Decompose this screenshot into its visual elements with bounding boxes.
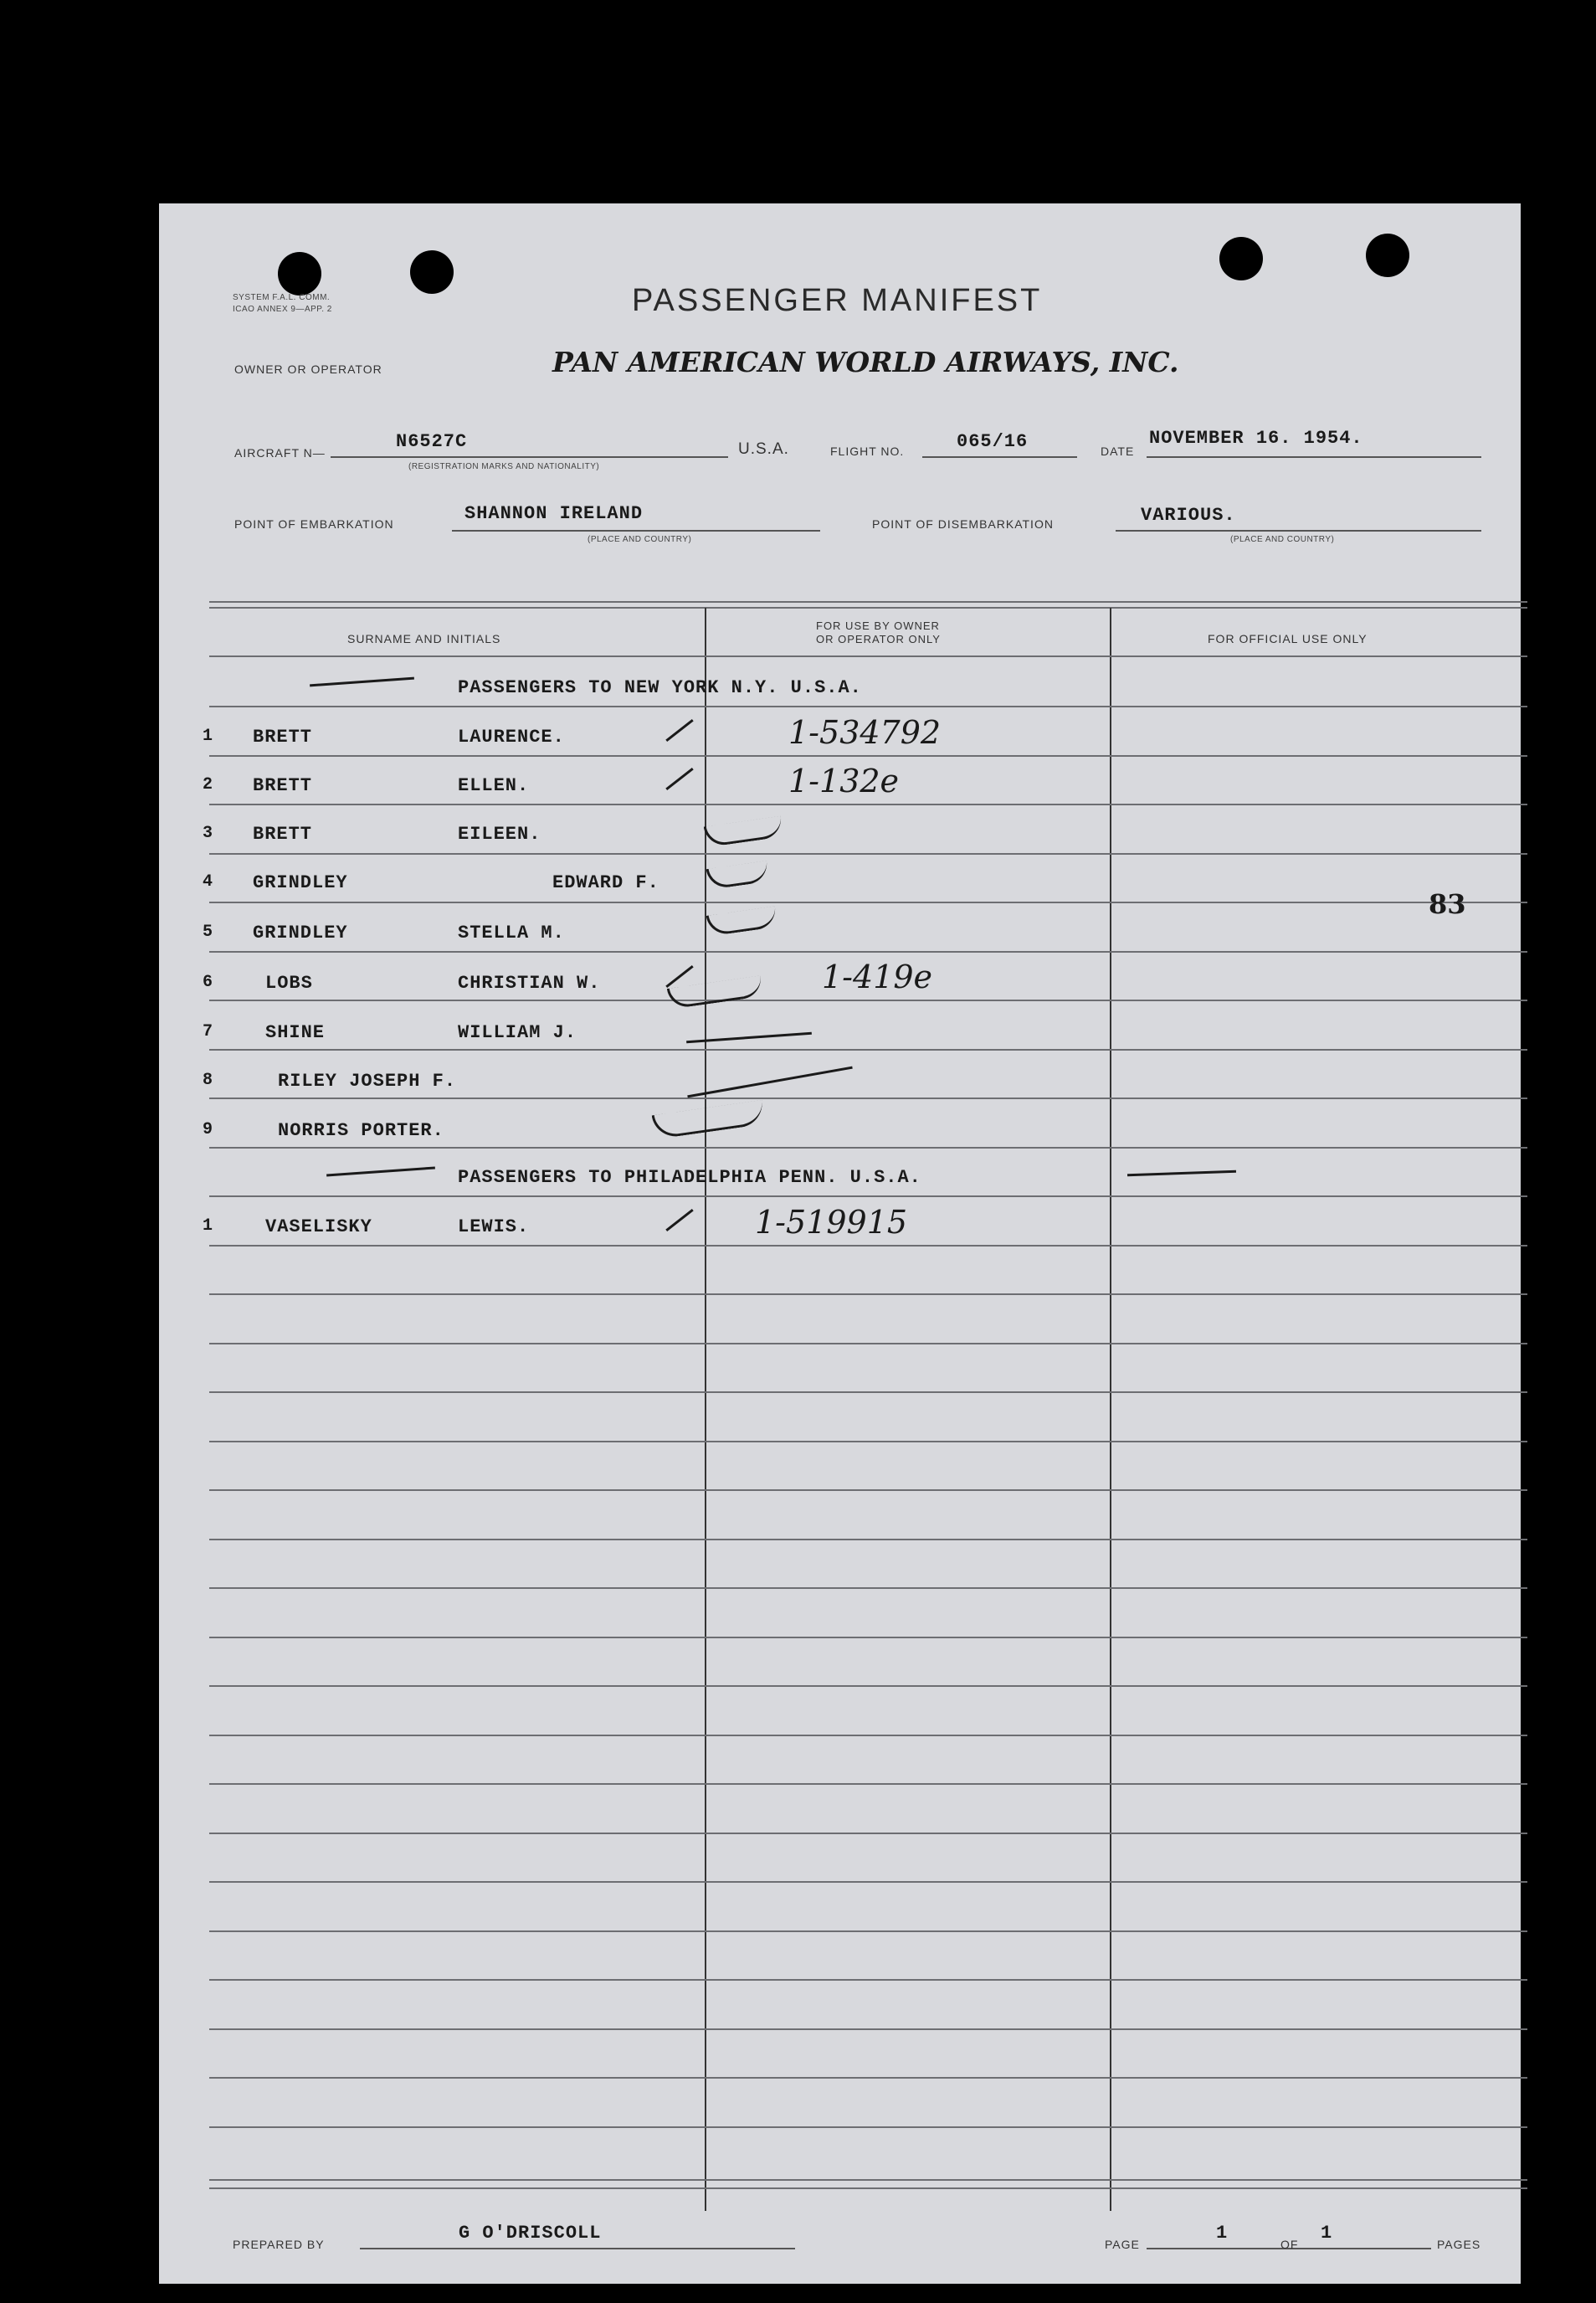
- disembarkation-value: VARIOUS.: [1141, 505, 1236, 526]
- prepared-by-underline: [360, 2248, 795, 2249]
- check-mark: [665, 1209, 693, 1231]
- passenger-surname: NORRIS PORTER.: [278, 1120, 444, 1141]
- passenger-given-name: ELLEN.: [458, 775, 530, 796]
- total-pages: 1: [1321, 2223, 1333, 2244]
- row-number: 4: [203, 872, 214, 892]
- row-number: 1: [203, 727, 214, 746]
- section-tick-mark: [310, 677, 414, 687]
- disembarkation-underline: [1116, 530, 1481, 532]
- column-divider-2: [1110, 608, 1111, 2211]
- row-number: 1: [203, 1216, 214, 1236]
- section-philadelphia: PASSENGERS TO PHILADELPHIA PENN. U.S.A.: [458, 1167, 921, 1188]
- pages-label: PAGES: [1437, 2238, 1481, 2251]
- table-rule-line: [209, 902, 1527, 903]
- table-rule-line: [209, 804, 1527, 805]
- operator-note: 1-519915: [755, 1204, 908, 1241]
- row-number: 7: [203, 1022, 214, 1041]
- table-rule-line: [209, 1833, 1527, 1834]
- check-mark: [665, 768, 693, 790]
- passenger-given-name: EILEEN.: [458, 824, 541, 845]
- passenger-given-name: LEWIS.: [458, 1216, 530, 1237]
- table-rule-line: [209, 1245, 1527, 1247]
- row-number: 8: [203, 1071, 214, 1090]
- embarkation-place-note: (PLACE AND COUNTRY): [588, 535, 692, 544]
- passenger-given-name: STELLA M.: [458, 923, 565, 943]
- passenger-given-name: LAURENCE.: [458, 727, 565, 748]
- table-rule-line: [209, 1147, 1527, 1149]
- flight-label: FLIGHT NO.: [830, 445, 905, 458]
- operator-note: 1-132e: [788, 763, 900, 799]
- col-official-header: FOR OFFICIAL USE ONLY: [1208, 632, 1368, 645]
- table-rule-line: [209, 1685, 1527, 1687]
- table-top-rule: [209, 601, 1527, 603]
- passenger-surname: BRETT: [253, 824, 313, 845]
- registration-note: (REGISTRATION MARKS AND NATIONALITY): [408, 462, 600, 471]
- check-mark: [667, 975, 763, 1009]
- row-number: 3: [203, 824, 214, 843]
- table-rule-line: [209, 1195, 1527, 1197]
- passenger-surname: LOBS: [265, 973, 313, 994]
- row-number: 6: [203, 973, 214, 992]
- col-surname-header: SURNAME AND INITIALS: [347, 632, 501, 645]
- table-rule-line: [209, 1881, 1527, 1883]
- passenger-given-name: EDWARD F.: [552, 872, 659, 893]
- punch-hole-left-1: [278, 252, 321, 296]
- column-divider-1: [705, 608, 706, 2211]
- table-bottom-rule-2: [209, 2187, 1527, 2189]
- table-rule-line: [209, 1587, 1527, 1589]
- table-rule-line: [209, 1735, 1527, 1736]
- disembarkation-label: POINT OF DISEMBARKATION: [872, 517, 1054, 531]
- table-rule-line: [209, 1489, 1527, 1491]
- prepared-by-value: G O'DRISCOLL: [459, 2223, 602, 2244]
- manifest-page: [159, 203, 1521, 2284]
- aircraft-underline: [331, 456, 728, 458]
- passenger-surname: RILEY JOSEPH F.: [278, 1071, 457, 1092]
- table-rule-line: [209, 1637, 1527, 1638]
- table-bottom-rule: [209, 2179, 1527, 2181]
- table-rule-line: [209, 2028, 1527, 2030]
- passenger-surname: GRINDLEY: [253, 923, 348, 943]
- table-rule-line: [209, 1343, 1527, 1344]
- table-rule-line: [209, 706, 1527, 707]
- date-underline: [1147, 456, 1481, 458]
- nationality: U.S.A.: [738, 440, 789, 458]
- operator-label: OWNER OR OPERATOR: [234, 362, 382, 376]
- section-tick-mark: [326, 1166, 435, 1176]
- aircraft-value: N6527C: [396, 431, 468, 452]
- row-number: 5: [203, 923, 214, 942]
- table-rule-line: [209, 1539, 1527, 1540]
- passenger-surname: SHINE: [265, 1022, 326, 1043]
- prepared-by-label: PREPARED BY: [233, 2238, 325, 2251]
- table-rule-line: [209, 1783, 1527, 1785]
- date-value: NOVEMBER 16. 1954.: [1149, 428, 1363, 449]
- page-number: 1: [1216, 2223, 1229, 2244]
- check-mark: [652, 1100, 766, 1139]
- embarkation-underline: [452, 530, 820, 532]
- form-stamp-line2: ICAO ANNEX 9—APP. 2: [233, 305, 332, 314]
- table-rule-line: [209, 2077, 1527, 2079]
- table-rule-line: [209, 853, 1527, 855]
- header-bottom-rule: [209, 655, 1527, 657]
- check-mark: [706, 861, 770, 890]
- flight-value: 065/16: [957, 431, 1029, 452]
- check-mark: [704, 816, 784, 848]
- operator-note: 1-534792: [788, 714, 942, 751]
- table-rule-line: [209, 1098, 1527, 1099]
- col-owner-header-2: OR OPERATOR ONLY: [816, 633, 941, 645]
- page-label: PAGE: [1105, 2238, 1140, 2251]
- row-number: 2: [203, 775, 214, 794]
- table-rule-line: [209, 2126, 1527, 2128]
- page-title: PASSENGER MANIFEST: [632, 283, 1043, 318]
- table-rule-line: [209, 1000, 1527, 1001]
- operator-note: 1-419e: [822, 959, 933, 995]
- check-mark: [665, 965, 693, 988]
- form-stamp-line1: SYSTEM F.A.L. COMM.: [233, 293, 331, 302]
- of-label: OF: [1280, 2238, 1299, 2251]
- table-rule-line: [209, 1049, 1527, 1051]
- check-mark: [665, 719, 693, 742]
- operator-name: PAN AMERICAN WORLD AIRWAYS, INC.: [552, 346, 1179, 378]
- table-rule-line: [209, 1391, 1527, 1393]
- table-top-rule-2: [209, 607, 1527, 609]
- punch-hole-right-1: [1219, 237, 1263, 280]
- table-rule-line: [209, 1441, 1527, 1442]
- date-label: DATE: [1101, 445, 1135, 458]
- table-rule-line: [209, 1293, 1527, 1295]
- check-mark: [706, 906, 778, 936]
- punch-hole-right-2: [1366, 234, 1409, 277]
- passenger-given-name: WILLIAM J.: [458, 1022, 577, 1043]
- table-rule-line: [209, 1930, 1527, 1932]
- flight-underline: [922, 456, 1077, 458]
- table-rule-line: [209, 755, 1527, 757]
- disembarkation-place-note: (PLACE AND COUNTRY): [1230, 535, 1335, 544]
- passenger-surname: BRETT: [253, 775, 313, 796]
- col-owner-header-1: FOR USE BY OWNER: [816, 619, 940, 632]
- passenger-surname: BRETT: [253, 727, 313, 748]
- embarkation-value: SHANNON IRELAND: [464, 503, 644, 524]
- table-rule-line: [209, 1979, 1527, 1981]
- embarkation-label: POINT OF EMBARKATION: [234, 517, 394, 531]
- section-tick-mark: [1127, 1170, 1236, 1177]
- table-rule-line: [209, 951, 1527, 953]
- aircraft-label: AIRCRAFT N—: [234, 446, 326, 460]
- check-mark: [687, 1067, 852, 1098]
- passenger-surname: GRINDLEY: [253, 872, 348, 893]
- row-number: 9: [203, 1120, 214, 1139]
- official-use-number: 83: [1429, 888, 1466, 920]
- punch-hole-left-2: [410, 250, 454, 294]
- passenger-given-name: CHRISTIAN W.: [458, 973, 601, 994]
- passenger-surname: VASELISKY: [265, 1216, 372, 1237]
- section-new-york: PASSENGERS TO NEW YORK N.Y. U.S.A.: [458, 677, 862, 698]
